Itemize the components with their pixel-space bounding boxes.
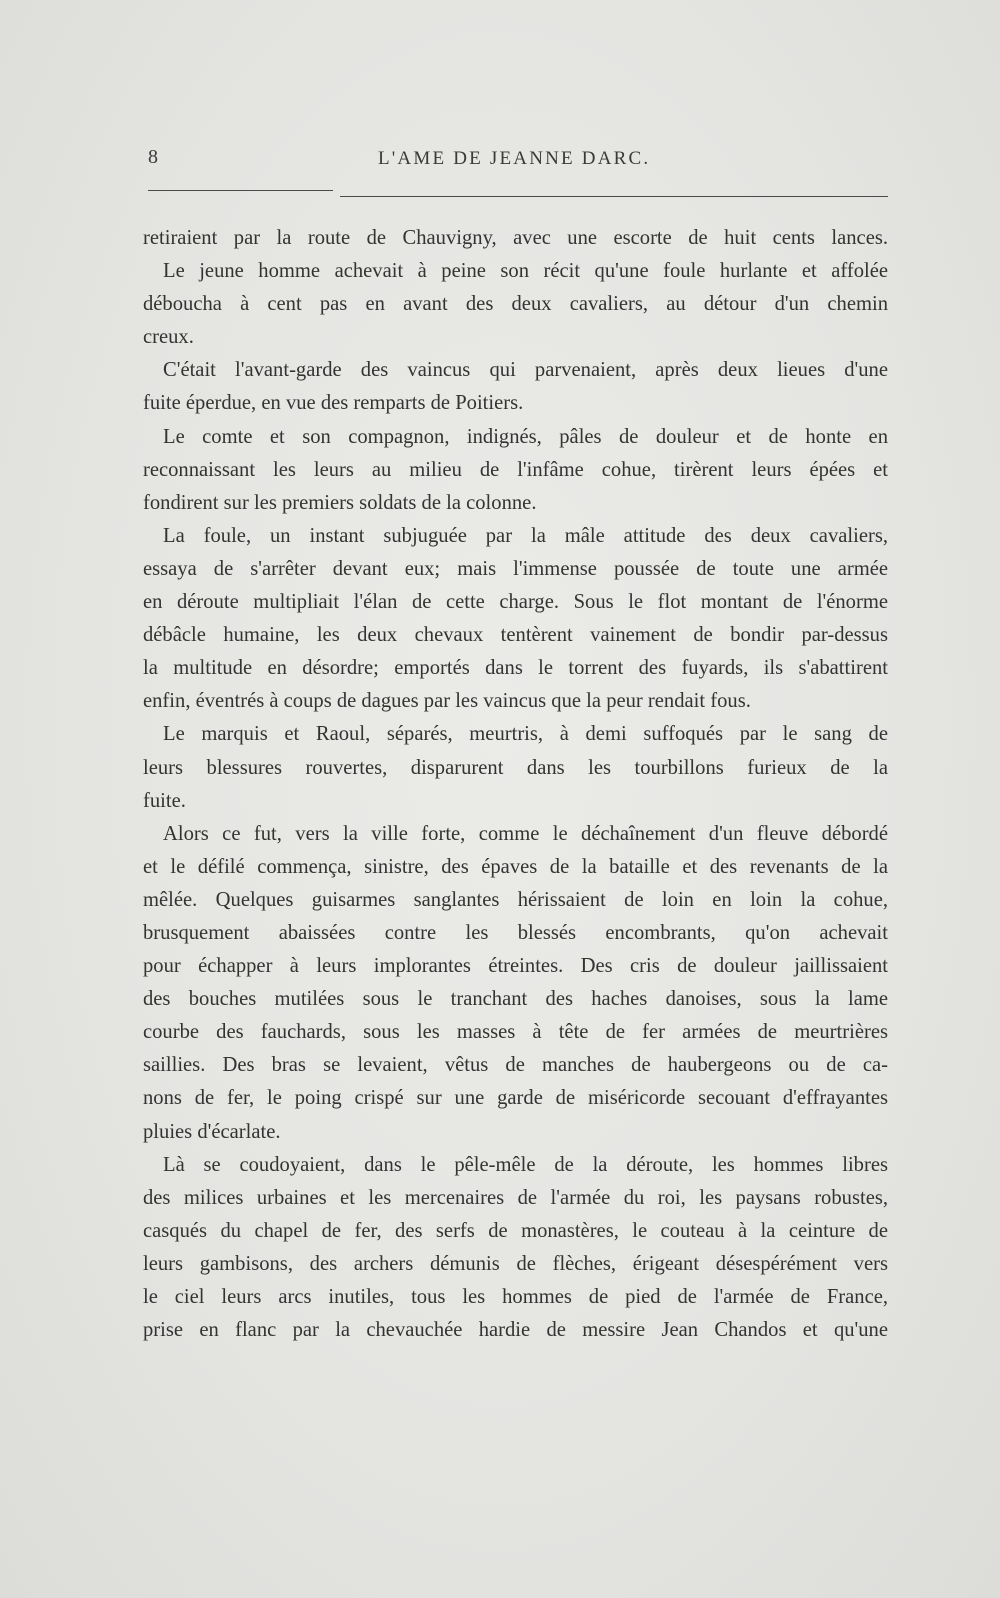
body-text xyxy=(143,222,888,1347)
text-line: leurs gambisons, des archers démunis de flèches, érigeant désespérément vers xyxy=(143,1252,888,1275)
text-line: fondirent sur les premiers soldats de la colonne. xyxy=(143,491,537,514)
text-line: brusquement abaissées contre les blessés encombrants, qu'on achevait xyxy=(143,921,888,944)
text-line: courbe des fauchards, sous les masses à tête de fer armées de meurtrières xyxy=(143,1021,888,1044)
text-line: Le jeune homme achevait à peine son récit qu'une foule hurlante et affolée xyxy=(163,260,888,283)
text-line: fuite éperdue, en vue des remparts de Poitiers. xyxy=(143,392,524,415)
text-line: saillies. Des bras se levaient, vêtus de manches de haubergeons ou de ca- xyxy=(143,1054,888,1077)
header-rule-right xyxy=(340,196,888,197)
text-line: Là se coudoyaient, dans le pêle-mêle de la déroute, les hommes libres xyxy=(163,1153,888,1176)
text-line: leurs blessures rouvertes, disparurent dans les tourbillons furieux de la xyxy=(143,756,888,779)
text-line: des milices urbaines et les mercenaires de l'armée du roi, les paysans robustes, xyxy=(143,1186,888,1209)
text-line: la multitude en désordre; emportés dans le torrent des fuyards, ils s'abattirent xyxy=(143,657,888,680)
text-line: le ciel leurs arcs inutiles, tous les hommes de pied de l'armée de France, xyxy=(143,1286,888,1308)
text-line: Le marquis et Raoul, séparés, meurtris, à demi suffoqués par le sang de xyxy=(163,723,888,746)
text-line: pluies d'écarlate. xyxy=(143,1120,281,1143)
text-line: enfin, éventrés à coups de dagues par les vaincus que la peur rendait fous. xyxy=(143,690,751,713)
text-line: en déroute multipliait l'élan de cette charge. Sous le flot montant de l'énorme xyxy=(143,591,888,614)
text-line: nons de fer, le poing crispé sur une garde de miséricorde secouant d'effrayantes xyxy=(143,1087,888,1110)
text-line: mêlée. Quelques guisarmes sanglantes hérissaient de loin en loin la cohue, xyxy=(143,888,888,911)
text-line: essaya de s'arrêter devant eux; mais l'immense poussée de toute une armée xyxy=(143,557,888,580)
running-title: L'AME DE JEANNE DARC. xyxy=(378,148,651,169)
text-line: retiraient par la route de Chauvigny, avec une escorte de huit cents lances. xyxy=(143,227,888,249)
page-header xyxy=(148,146,888,176)
text-line: casqués du chapel de fer, des serfs de monastères, le couteau à la ceinture de xyxy=(143,1219,888,1242)
text-line: La foule, un instant subjuguée par la mâle attitude des deux cavaliers, xyxy=(163,524,888,547)
text-line: des bouches mutilées sous le tranchant des haches danoises, sous la lame xyxy=(143,988,888,1011)
text-line: et le défilé commença, sinistre, des épaves de la bataille et des revenants de la xyxy=(143,855,888,878)
text-line: débâcle humaine, les deux chevaux tentèrent vainement de bondir par-dessus xyxy=(143,624,888,647)
text-line: Alors ce fut, vers la ville forte, comme le déchaînement d'un fleuve débordé xyxy=(163,822,888,845)
page-number: 8 xyxy=(148,146,158,168)
text-line: C'était l'avant-garde des vaincus qui parvenaient, après deux lieues d'une xyxy=(163,359,888,382)
text-line: déboucha à cent pas en avant des deux cavaliers, au détour d'un chemin xyxy=(143,293,888,316)
text-line: reconnaissant les leurs au milieu de l'infâme cohue, tirèrent leurs épées et xyxy=(143,458,888,481)
header-rule-left xyxy=(148,190,333,191)
text-line: pour échapper à leurs implorantes étreintes. Des cris de douleur jaillissaient xyxy=(143,955,888,978)
text-line: fuite. xyxy=(143,789,186,812)
text-line: Le comte et son compagnon, indignés, pâles de douleur et de honte en xyxy=(163,425,888,448)
text-line: prise en flanc par la chevauchée hardie de messire Jean Chandos et qu'une xyxy=(143,1319,888,1342)
text-line: creux. xyxy=(143,326,194,349)
